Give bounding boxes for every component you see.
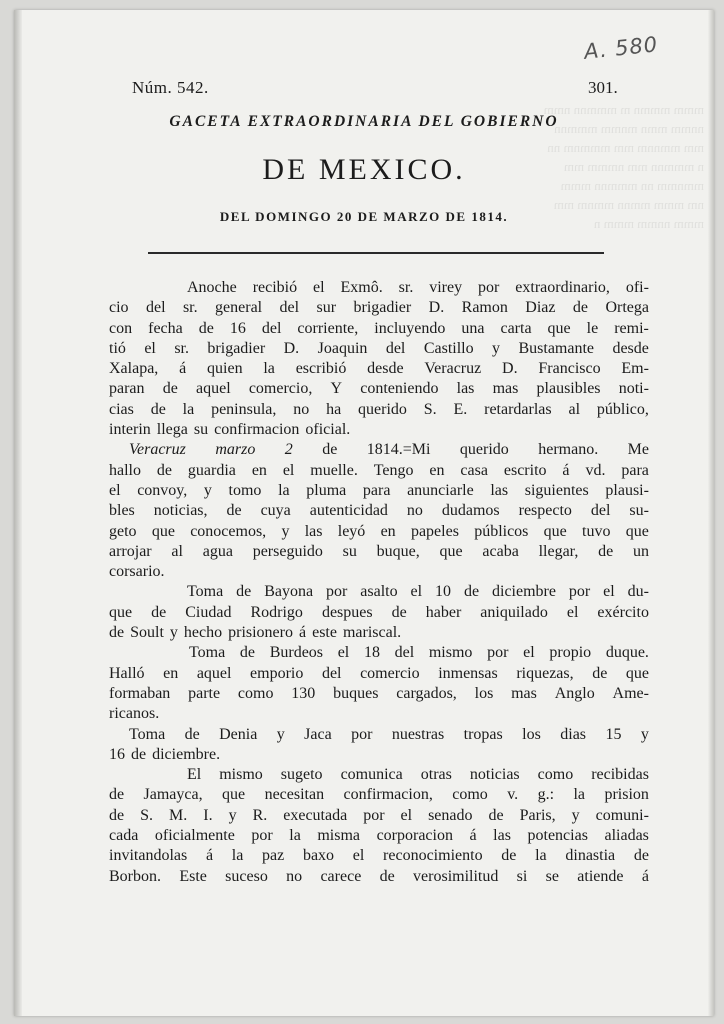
header-divider <box>148 252 604 254</box>
article-line: geto que conocemos, y las leyó en papeles públicos que tuvo que <box>109 522 649 540</box>
article-line: bles noticias, de cuya autenticidad no dudamos respecto del su- <box>109 502 649 520</box>
gazette-title-mexico: DE MEXICO. <box>262 153 466 186</box>
bleed-through-texture: mmm mmmn m mmmnn nmm nnmm mmn mnmm mmmnn mm mmnnm mm mmmnm nn n mmmnn mm nmmm mm mmnmm nn mmmnn mmm nm mmm mmnn mmnm mm mmm nnmm mmm n <box>543 102 704 231</box>
article-line: Halló en aquel emporio del comercio inmensas riquezas, de que <box>109 664 649 682</box>
article-line: corsario. <box>109 563 165 581</box>
article-line: formaban parte como 130 buques cargados, los mas Anglo Ame- <box>109 684 649 702</box>
article-line: que de Ciudad Rodrigo despues de haber aniquilado el exército <box>109 603 649 621</box>
article-line: Toma de Bayona por asalto el 10 de diciembre por el du- <box>187 583 649 601</box>
article-line: de S. M. I. y R. executada por el senado de Paris, y comuni- <box>109 806 649 824</box>
article-line: de Jamayca, que necesitan confirmacion, como v. g.: la prision <box>109 786 649 804</box>
article-line: paran de aquel comercio, Y conteniendo las mas plausibles noti- <box>109 380 649 398</box>
article-line: invitandolas á la paz baxo el reconocimiento de la dinastia de <box>109 847 649 865</box>
article-line: El mismo sugeto comunica otras noticias como recibidas <box>187 766 649 784</box>
article-line: 16 de diciembre. <box>109 745 221 763</box>
newspaper-page <box>14 10 714 1016</box>
article-line: arrojar al agua perseguido su buque, que acaba llegar, de un <box>109 542 649 560</box>
article-line: tió el sr. brigadier D. Joaquin del Castillo y Bustamante desde <box>109 339 649 357</box>
article-line: ricanos. <box>109 705 160 723</box>
article-line: cada oficialmente por la misma corporacion á las potencias aliadas <box>109 827 649 845</box>
article-line: de Soult y hecho prisionero á este mariscal. <box>109 624 402 642</box>
article-line: interin llega su confirmacion oficial. <box>109 421 351 439</box>
article-line: hallo de guardia en el muelle. Tengo en casa escrito á vd. para <box>109 461 649 479</box>
page-number: 301. <box>588 78 618 97</box>
issue-date: DEL DOMINGO 20 DE MARZO DE 1814. <box>219 209 509 224</box>
article-line: cio del sr. general del sur brigadier D. Ramon Diaz de Ortega <box>109 299 649 317</box>
article-line: Veracruz marzo 2 de 1814.=Mi querido hermano. Me <box>129 441 649 459</box>
article-line: el convoy, y tomo la pluma para anunciarle las siguientes plausi- <box>109 481 649 499</box>
article-line: Toma de Burdeos el 18 del mismo por el propio duque. <box>189 644 649 662</box>
article-line: Toma de Denia y Jaca por nuestras tropas los dias 15 y <box>129 725 649 743</box>
article-line: Borbon. Este suceso no carece de verosimilitud si se atiende á <box>109 867 649 885</box>
article-line: cias de la peninsula, no ha querido S. E. retardarlas al público, <box>109 400 649 418</box>
article-line: con fecha de 16 del corriente, incluyendo una carta que le remi- <box>109 319 649 337</box>
article-line: Xalapa, á quien la escribió desde Veracruz D. Francisco Em- <box>109 360 649 378</box>
gazette-title: GACETA EXTRAORDINARIA DEL GOBIERNO <box>169 113 559 130</box>
archive-handwritten-mark: A. 580 <box>582 32 660 64</box>
article-body <box>109 278 649 887</box>
article-line: Anoche recibió el Exmô. sr. virey por extraordinario, ofi- <box>187 279 649 296</box>
issue-number: Núm. 542. <box>132 78 209 97</box>
